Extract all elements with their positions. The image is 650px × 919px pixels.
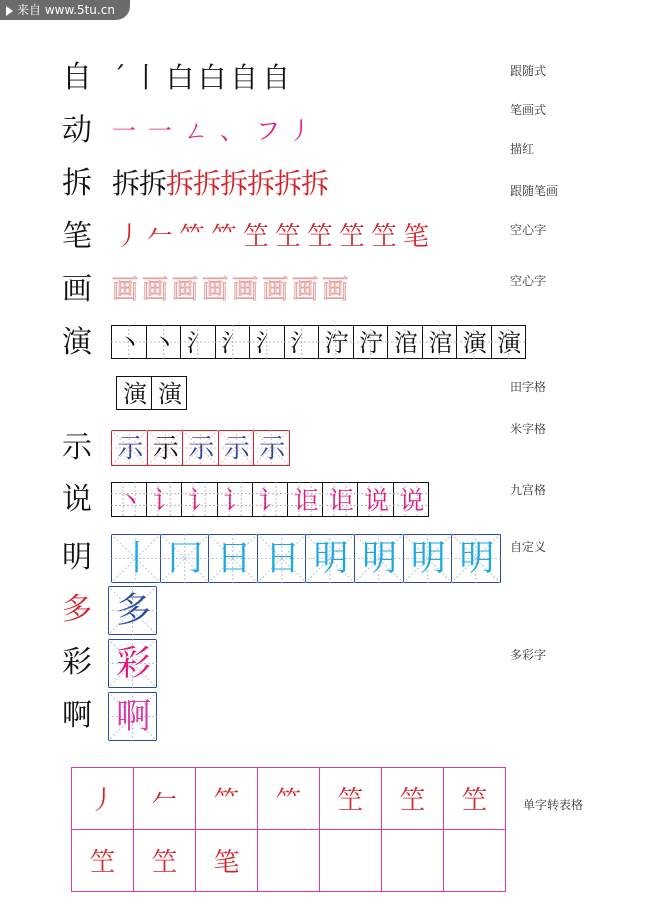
table-cell — [320, 830, 382, 892]
nine-grid-shuo — [111, 482, 429, 517]
label-custom: 自定义 — [510, 540, 547, 554]
grid-char: 丶 — [152, 329, 177, 357]
table-cell — [134, 830, 196, 892]
step: 丿 — [114, 222, 141, 252]
grid-cell — [208, 534, 258, 583]
row-char-a: 啊 — [62, 698, 92, 733]
grid-char: 冂 — [167, 539, 203, 579]
row-char-shi: 示 — [62, 430, 92, 465]
label-stroke-style: 笔画式 — [510, 103, 547, 117]
grid-cell — [111, 482, 147, 517]
grid-cell — [253, 430, 290, 466]
step: 画 — [292, 275, 319, 305]
grid-cell — [151, 376, 187, 410]
grid-char: 演 — [497, 329, 522, 357]
grid-char: 丶 — [117, 329, 142, 357]
grid-char: 示 — [152, 434, 179, 464]
grid-char: 示 — [188, 434, 215, 464]
table-row — [72, 830, 506, 892]
grid-char: 讠 — [152, 486, 178, 515]
step: 笁 — [274, 222, 301, 252]
table-cell — [134, 768, 196, 830]
grid-char: 泞 — [359, 329, 384, 357]
label-colorful: 多彩字 — [510, 648, 547, 662]
grid-char: 明 — [313, 539, 349, 579]
grid-cell — [322, 482, 358, 517]
grid-char: 明 — [410, 539, 446, 579]
grid-char: 讵 — [328, 486, 354, 515]
step: 拆 — [274, 167, 302, 200]
cell-text: ⺮ — [275, 786, 302, 816]
grid-cell — [181, 482, 217, 517]
grid-char: 涫 — [428, 329, 453, 357]
grid-cell — [357, 482, 393, 517]
grid-char: 泞 — [324, 329, 349, 357]
grid-cell — [146, 482, 182, 517]
cell-text: ⺮ — [213, 786, 240, 816]
grid-char: 多 — [115, 591, 151, 631]
play-icon — [6, 6, 13, 16]
step: 笁 — [242, 222, 269, 252]
grid-cell — [252, 482, 288, 517]
step: 拆 — [112, 167, 140, 200]
step: 拆 — [139, 167, 167, 200]
row-char-hua: 画 — [62, 272, 92, 307]
label-tian-grid: 田字格 — [510, 380, 547, 394]
grid-cell — [108, 692, 157, 741]
step: 拆 — [166, 167, 194, 200]
grid-cell — [318, 325, 354, 359]
grid-cell — [249, 325, 285, 359]
table-cell — [258, 768, 320, 830]
grid-char: 明 — [362, 539, 398, 579]
step: 自 — [262, 61, 291, 94]
grid-cell — [287, 482, 323, 517]
grid-cell — [387, 325, 423, 359]
grid-char: 说 — [399, 486, 425, 515]
row-char-dong: 动 — [62, 113, 92, 148]
stroke-sequence-zi — [112, 60, 312, 96]
cell-text: 丿 — [89, 786, 116, 816]
step: 笁 — [370, 222, 397, 252]
label-hollow-1: 空心字 — [510, 223, 547, 237]
row-char-ming: 明 — [62, 540, 92, 575]
stroke: フ — [256, 117, 280, 145]
step: 画 — [232, 275, 259, 305]
mi-grid-shi — [111, 430, 291, 466]
grid-char: 演 — [123, 380, 147, 408]
step: 笁 — [338, 222, 365, 252]
grid-char: 氵 — [290, 329, 315, 357]
grid-cell — [147, 430, 184, 466]
grid-char: 丨 — [119, 539, 155, 579]
row-char-yan: 演 — [62, 325, 92, 360]
step: 画 — [112, 275, 139, 305]
grid-cell — [116, 376, 152, 410]
step: ⺮ — [178, 222, 205, 252]
table-cell — [444, 768, 506, 830]
grid-cell — [354, 534, 404, 583]
grid-cell — [146, 325, 182, 359]
grid-cell — [305, 534, 355, 583]
grid-char: 啊 — [115, 697, 151, 737]
grid-char: 氵 — [221, 329, 246, 357]
stroke: 丿 — [288, 117, 312, 145]
step: 画 — [202, 275, 229, 305]
grid-char: 讠 — [258, 486, 284, 515]
grid-char: 演 — [462, 329, 487, 357]
grid-char: 说 — [363, 486, 389, 515]
step: 画 — [322, 275, 349, 305]
label-follow-stroke: 跟随笔画 — [510, 184, 559, 198]
watermark-text: 来自 www.5tu.cn — [17, 3, 115, 17]
grid-char: 明 — [459, 539, 495, 579]
label-trace: 描红 — [510, 142, 535, 156]
step: 拆 — [193, 167, 221, 200]
row-char-cai: 彩 — [62, 645, 92, 680]
table-cell — [72, 830, 134, 892]
grid-cell — [451, 534, 501, 583]
grid-cell — [180, 325, 216, 359]
step: 白 — [166, 61, 195, 94]
grid-cell — [160, 534, 210, 583]
row-char-shuo: 说 — [62, 482, 92, 517]
step: 自 — [230, 61, 259, 94]
step: 笁 — [306, 222, 333, 252]
step: 𠂉 — [146, 222, 173, 252]
tian-grid-yan-extra — [116, 376, 186, 410]
table-cell — [320, 768, 382, 830]
grid-char: 氵 — [186, 329, 211, 357]
table-cell — [382, 768, 444, 830]
grid-char: 涫 — [393, 329, 418, 357]
cell-text: 笁 — [89, 848, 116, 878]
stroke: 、 — [220, 117, 244, 145]
grid-cell — [111, 430, 148, 466]
grid-cell — [353, 325, 389, 359]
custom-grid-ming — [111, 534, 501, 583]
grid-char: 日 — [265, 539, 301, 579]
grid-cell — [403, 534, 453, 583]
step: 丨 — [132, 61, 161, 94]
grid-char: 讵 — [293, 486, 319, 515]
table-cell — [72, 768, 134, 830]
cell-text: 笁 — [337, 786, 364, 816]
table-row — [72, 768, 506, 830]
grid-cell — [111, 325, 147, 359]
follow-stroke-sequence-bi — [112, 219, 452, 255]
grid-cell — [217, 482, 253, 517]
grid-char: 演 — [158, 380, 182, 408]
grid-cell — [456, 325, 492, 359]
grid-cell — [257, 534, 307, 583]
grid-char: 氵 — [255, 329, 280, 357]
stroke: ㄥ — [184, 117, 208, 145]
grid-char: 示 — [223, 434, 250, 464]
stroke-parts-dong — [112, 113, 332, 149]
grid-cell — [491, 325, 527, 359]
grid-char: 示 — [259, 434, 286, 464]
cell-text: 笔 — [213, 848, 240, 878]
grid-cell — [215, 325, 251, 359]
hollow-sequence-hua — [112, 272, 382, 308]
cell-text: 笁 — [461, 786, 488, 816]
grid-char: 日 — [216, 539, 252, 579]
label-follow: 跟随式 — [510, 64, 547, 78]
step: 笔 — [402, 222, 429, 252]
grid-cell — [393, 482, 429, 517]
grid-cell — [108, 586, 157, 635]
tian-grid-yan — [111, 325, 525, 359]
step: ⺮ — [210, 222, 237, 252]
step: ˊ — [112, 61, 126, 94]
label-table: 单字转表格 — [523, 798, 584, 812]
label-mi-grid: 米字格 — [510, 422, 547, 436]
grid-cell — [108, 639, 157, 688]
step: 画 — [172, 275, 199, 305]
row-char-bi: 笔 — [62, 219, 92, 254]
colorful-grid — [108, 586, 157, 741]
table-cell — [444, 830, 506, 892]
row-char-zi: 自 — [62, 60, 92, 95]
stroke: 一 — [148, 117, 172, 145]
grid-cell — [284, 325, 320, 359]
step: 白 — [198, 61, 227, 94]
stroke-table — [71, 767, 506, 892]
step: 拆 — [301, 167, 329, 200]
grid-char: 讠 — [187, 486, 213, 515]
step: 拆 — [220, 167, 248, 200]
stroke: 一 — [112, 117, 136, 145]
table-cell — [196, 830, 258, 892]
trace-sequence-chai — [112, 166, 392, 202]
cell-text: 笁 — [151, 848, 178, 878]
grid-char: 彩 — [115, 644, 151, 684]
label-nine-grid: 九宫格 — [510, 483, 547, 497]
grid-cell — [422, 325, 458, 359]
grid-cell — [218, 430, 255, 466]
cell-text: 笁 — [399, 786, 426, 816]
grid-cell — [182, 430, 219, 466]
step: 画 — [262, 275, 289, 305]
cell-text: 𠂉 — [151, 786, 178, 816]
table-cell — [382, 830, 444, 892]
grid-char: 示 — [117, 434, 144, 464]
row-char-chai: 拆 — [62, 166, 92, 201]
grid-char: 讠 — [223, 486, 249, 515]
table-cell — [258, 830, 320, 892]
grid-cell — [111, 534, 161, 583]
grid-char: 丶 — [117, 486, 143, 515]
label-hollow-2: 空心字 — [510, 274, 547, 288]
step: 拆 — [247, 167, 275, 200]
table-cell — [196, 768, 258, 830]
row-char-duo: 多 — [62, 592, 92, 627]
watermark-tab — [0, 0, 130, 20]
step: 画 — [142, 275, 169, 305]
